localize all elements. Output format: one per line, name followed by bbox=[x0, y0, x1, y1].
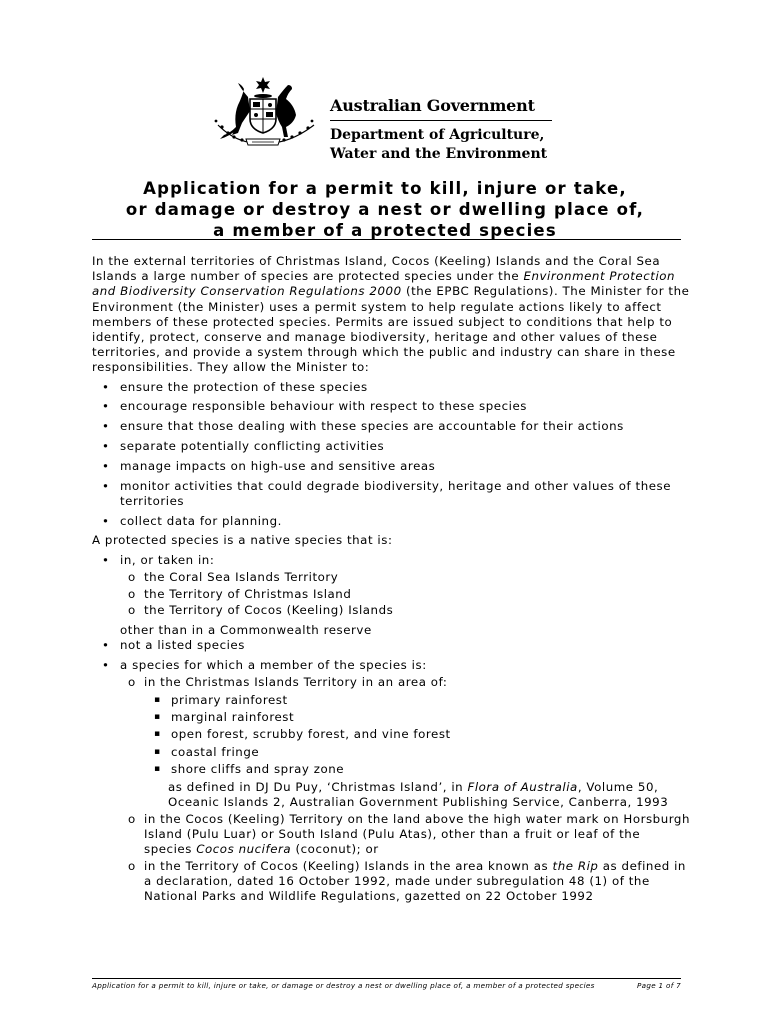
species-name: Cocos nucifera bbox=[196, 841, 292, 856]
square-bullet-icon: ▪ bbox=[154, 764, 161, 775]
page-number: Page 1 of 7 bbox=[637, 981, 681, 990]
list-item bbox=[92, 439, 692, 454]
title-line1: Application for a permit to kill, injure or take, bbox=[143, 179, 627, 198]
intro-text-1: In the external territories of Christmas Island, Cocos (Keeling) Islands and the Coral Sea Islands a large number of species are protected species under the bbox=[92, 254, 661, 284]
list-item bbox=[92, 514, 692, 529]
bullet-icon: • bbox=[102, 399, 110, 414]
list-item bbox=[92, 399, 692, 414]
sublist-item-text-end: (coconut); or bbox=[291, 841, 379, 856]
square-bullet-icon: ▪ bbox=[154, 729, 161, 740]
list-item bbox=[92, 638, 692, 653]
bullet-icon: • bbox=[102, 552, 110, 567]
list-item-text: separate potentially conflicting activities bbox=[120, 439, 385, 454]
area-name: the Rip bbox=[552, 858, 599, 873]
title-line2: or damage or destroy a nest or dwelling place of, bbox=[125, 200, 645, 219]
area-item bbox=[144, 710, 692, 725]
square-bullet-icon: ▪ bbox=[154, 694, 161, 705]
intro-paragraph bbox=[92, 254, 692, 376]
sublist-item bbox=[120, 859, 692, 905]
department-name-line2: Water and the Environment bbox=[330, 146, 548, 162]
list-item-text: encourage responsible behaviour with respect to these species bbox=[120, 399, 527, 414]
list-item-text: manage impacts on high-use and sensitive areas bbox=[120, 458, 436, 473]
title-line3: a member of a protected species bbox=[213, 221, 557, 240]
sublist-item bbox=[120, 812, 692, 858]
list-item-text: ensure that those dealing with these species are accountable for their actions bbox=[120, 419, 624, 434]
circle-bullet-icon: o bbox=[128, 603, 136, 618]
sublist-item-text: the Territory of Cocos (Keeling) Islands bbox=[144, 603, 394, 618]
circle-bullet-icon: o bbox=[128, 811, 136, 826]
list-item-text: ensure the protection of these species bbox=[120, 379, 368, 394]
intro-regulation-name: Environment Protection and Biodiversity Conservation Regulations 2000 bbox=[92, 269, 676, 299]
area-item-text: open forest, scrubby forest, and vine forest bbox=[171, 727, 451, 742]
flora-reference bbox=[144, 780, 692, 810]
area-item bbox=[144, 727, 692, 742]
area-item-text: primary rainforest bbox=[171, 692, 288, 707]
definition-list bbox=[92, 553, 692, 619]
area-item-text: marginal rainforest bbox=[171, 710, 295, 724]
sublist-item-text: in the Christmas Islands Territory in an area of: bbox=[144, 675, 448, 690]
sublist-item bbox=[120, 603, 692, 618]
list-item bbox=[92, 419, 692, 434]
list-item bbox=[92, 459, 692, 474]
footer-text: Application for a permit to kill, injure or take, or damage or destroy a nest or dwelling place of, a member of a protected species bbox=[92, 981, 595, 990]
area-item bbox=[144, 693, 692, 708]
list-item bbox=[92, 658, 692, 904]
document-title bbox=[92, 178, 678, 241]
reference-text-2: , Volume 50, Oceanic Islands 2, Australian Government Publishing Service, Canberra, 1993 bbox=[168, 779, 669, 809]
area-item-text: shore cliffs and spray zone bbox=[171, 762, 345, 777]
bullet-icon: • bbox=[102, 478, 110, 493]
sublist-item bbox=[120, 587, 692, 602]
other-than-text: other than in a Commonwealth reserve bbox=[120, 623, 372, 638]
area-item bbox=[144, 745, 692, 760]
sublist-item-text: in the Cocos (Keeling) Territory on the land above the high water mark on Horsburgh Island (Pulu Luar) or South Island (Pulu Atas), other than a fruit or leaf of the species bbox=[144, 811, 691, 856]
reference-title: Flora of Australia bbox=[467, 779, 578, 794]
circle-bullet-icon: o bbox=[128, 858, 136, 873]
area-sublist bbox=[144, 693, 692, 778]
bullet-icon: • bbox=[102, 658, 110, 673]
bullet-icon: • bbox=[102, 439, 110, 454]
list-item-text: monitor activities that could degrade biodiversity, heritage and other values of these territories bbox=[120, 478, 672, 508]
square-bullet-icon: ▪ bbox=[154, 712, 161, 722]
page-footer bbox=[92, 981, 681, 990]
sublist-item bbox=[120, 675, 692, 810]
bullet-icon: • bbox=[102, 638, 110, 653]
government-logotype bbox=[330, 96, 552, 164]
territory-sublist bbox=[120, 570, 692, 619]
list-item-text: in, or taken in: bbox=[120, 552, 215, 567]
bullet-icon: • bbox=[102, 419, 110, 434]
circle-bullet-icon: o bbox=[128, 569, 136, 584]
sublist-item bbox=[120, 570, 692, 585]
definition-list-continued bbox=[92, 638, 692, 904]
circle-bullet-icon: o bbox=[128, 675, 136, 690]
minister-powers-list bbox=[92, 380, 692, 529]
list-item-text: a species for which a member of the species is: bbox=[120, 658, 427, 673]
intro-text-2: (the EPBC Regulations). The Minister for the Environment (the Minister) uses a permit system to help regulate actions likely to affect members of these protected species. Permits are issued subject to conditions that help to identify, protect, conserve and manage biodiversity, heritage and other values of these territories, and provide a system through which the public and industry can share in these responsibilities. They allow the Minister to: bbox=[92, 284, 690, 375]
list-item-text: collect data for planning. bbox=[120, 513, 282, 528]
footer-divider bbox=[92, 978, 681, 979]
area-item bbox=[144, 762, 692, 777]
reference-text-1: as defined in DJ Du Puy, ‘Christmas Island’, in bbox=[168, 779, 468, 794]
protected-species-definition: A protected species is a native species that is: bbox=[92, 533, 393, 548]
area-item-text: coastal fringe bbox=[171, 744, 260, 759]
title-divider bbox=[92, 239, 681, 240]
location-sublist bbox=[120, 675, 692, 904]
logotype-divider bbox=[330, 120, 552, 121]
circle-bullet-icon: o bbox=[128, 586, 136, 601]
sublist-item-text: the Coral Sea Islands Territory bbox=[144, 569, 339, 584]
bullet-icon: • bbox=[102, 458, 110, 473]
sublist-item-text-end: as defined in a declaration, dated 16 October 1992, made under subregulation 48 (1) of the National Parks and Wildlife Regulations, gazetted on 22 October 1992 bbox=[144, 858, 686, 904]
coat-of-arms-icon bbox=[208, 75, 324, 153]
bullet-icon: • bbox=[102, 513, 110, 528]
bullet-icon: • bbox=[102, 379, 110, 394]
list-item bbox=[92, 479, 692, 509]
sublist-item-text: the Territory of Christmas Island bbox=[144, 586, 352, 601]
document-body bbox=[92, 254, 692, 909]
department-name-line1: Department of Agriculture, bbox=[330, 127, 545, 143]
government-name: Australian Government bbox=[330, 96, 535, 115]
list-item bbox=[92, 380, 692, 395]
list-item-text: not a listed species bbox=[120, 638, 245, 653]
sublist-item-text: in the Territory of Cocos (Keeling) Islands in the area known as bbox=[144, 858, 553, 873]
list-item bbox=[92, 553, 692, 619]
square-bullet-icon: ▪ bbox=[154, 746, 161, 757]
